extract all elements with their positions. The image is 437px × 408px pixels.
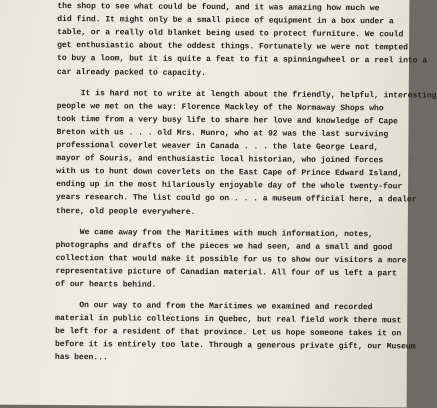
text-line: to buy a loom, but it is quite a feat to fit a spinningwheel or a reel into a <box>56 54 428 67</box>
text-line: photographs and drafts of the pieces we had seen, and a small and good <box>55 240 393 253</box>
text-line: there, old people everywhere. <box>55 206 196 217</box>
paragraph <box>56 0 428 81</box>
text-line: with us to hunt down coverlets on the East Cape of Prince Edward Island, <box>56 167 403 179</box>
paragraph <box>55 87 437 220</box>
text-line: material in public collections in Quebec, but real field work there must <box>55 314 402 326</box>
text-line: ending up in the most hilariously enjoyable day of the whole twenty-four <box>56 180 403 192</box>
document-body <box>54 0 437 367</box>
text-line: get enthusiastic about the oddest things. Fortunately we were not tempted <box>57 41 409 53</box>
text-line: We came away from the Maritimes with much information, notes, <box>79 227 374 239</box>
text-line: It is hard not to write at length about the friendly, helpful, interesting <box>80 88 437 101</box>
text-line: did find. It might only be a small piece of equipment in a box under a <box>57 15 394 27</box>
text-line: took time from a very busy life to share her love and knowledge of Cape <box>56 114 398 127</box>
text-line: representative picture of Canadian material. All four of us left a part <box>55 266 397 279</box>
text-line: before it is entirely too late. Through a generous private gift, our Museum <box>54 340 416 352</box>
text-line: has been... <box>54 353 108 363</box>
text-line: Breton with us . . . old Mrs. Munro, who at 92 was the last surviving <box>56 127 389 140</box>
paragraph <box>54 299 416 367</box>
text-line: the shop to see what could be found, and it was amazing how much we <box>57 2 380 14</box>
text-line: people we met on the way: Florence Mackley of the Normaway Shops who <box>56 101 384 114</box>
text-line: table, or a really old blanket being used to protect furniture. We could <box>57 28 404 40</box>
text-line: collection that would make it possible for us to show our visitors a more <box>55 253 407 266</box>
text-line: mayor of Souris, and enthusiastic local historian, who joined forces <box>56 154 384 166</box>
text-line: professional coverlet weaver in Canada . . . the late George Leard, <box>56 141 379 153</box>
text-line: of our hearts behind. <box>55 279 157 290</box>
text-line: years research. The list could go on . . . a museum official here, a dealer <box>55 193 417 205</box>
paragraph <box>55 226 407 294</box>
text-line: car already packed to capacity. <box>56 67 206 78</box>
text-line: be left for a resident of that province. Let us hope someone takes it on <box>55 327 402 339</box>
text-line: On our way to and from the Maritimes we examined and recorded <box>79 301 373 313</box>
